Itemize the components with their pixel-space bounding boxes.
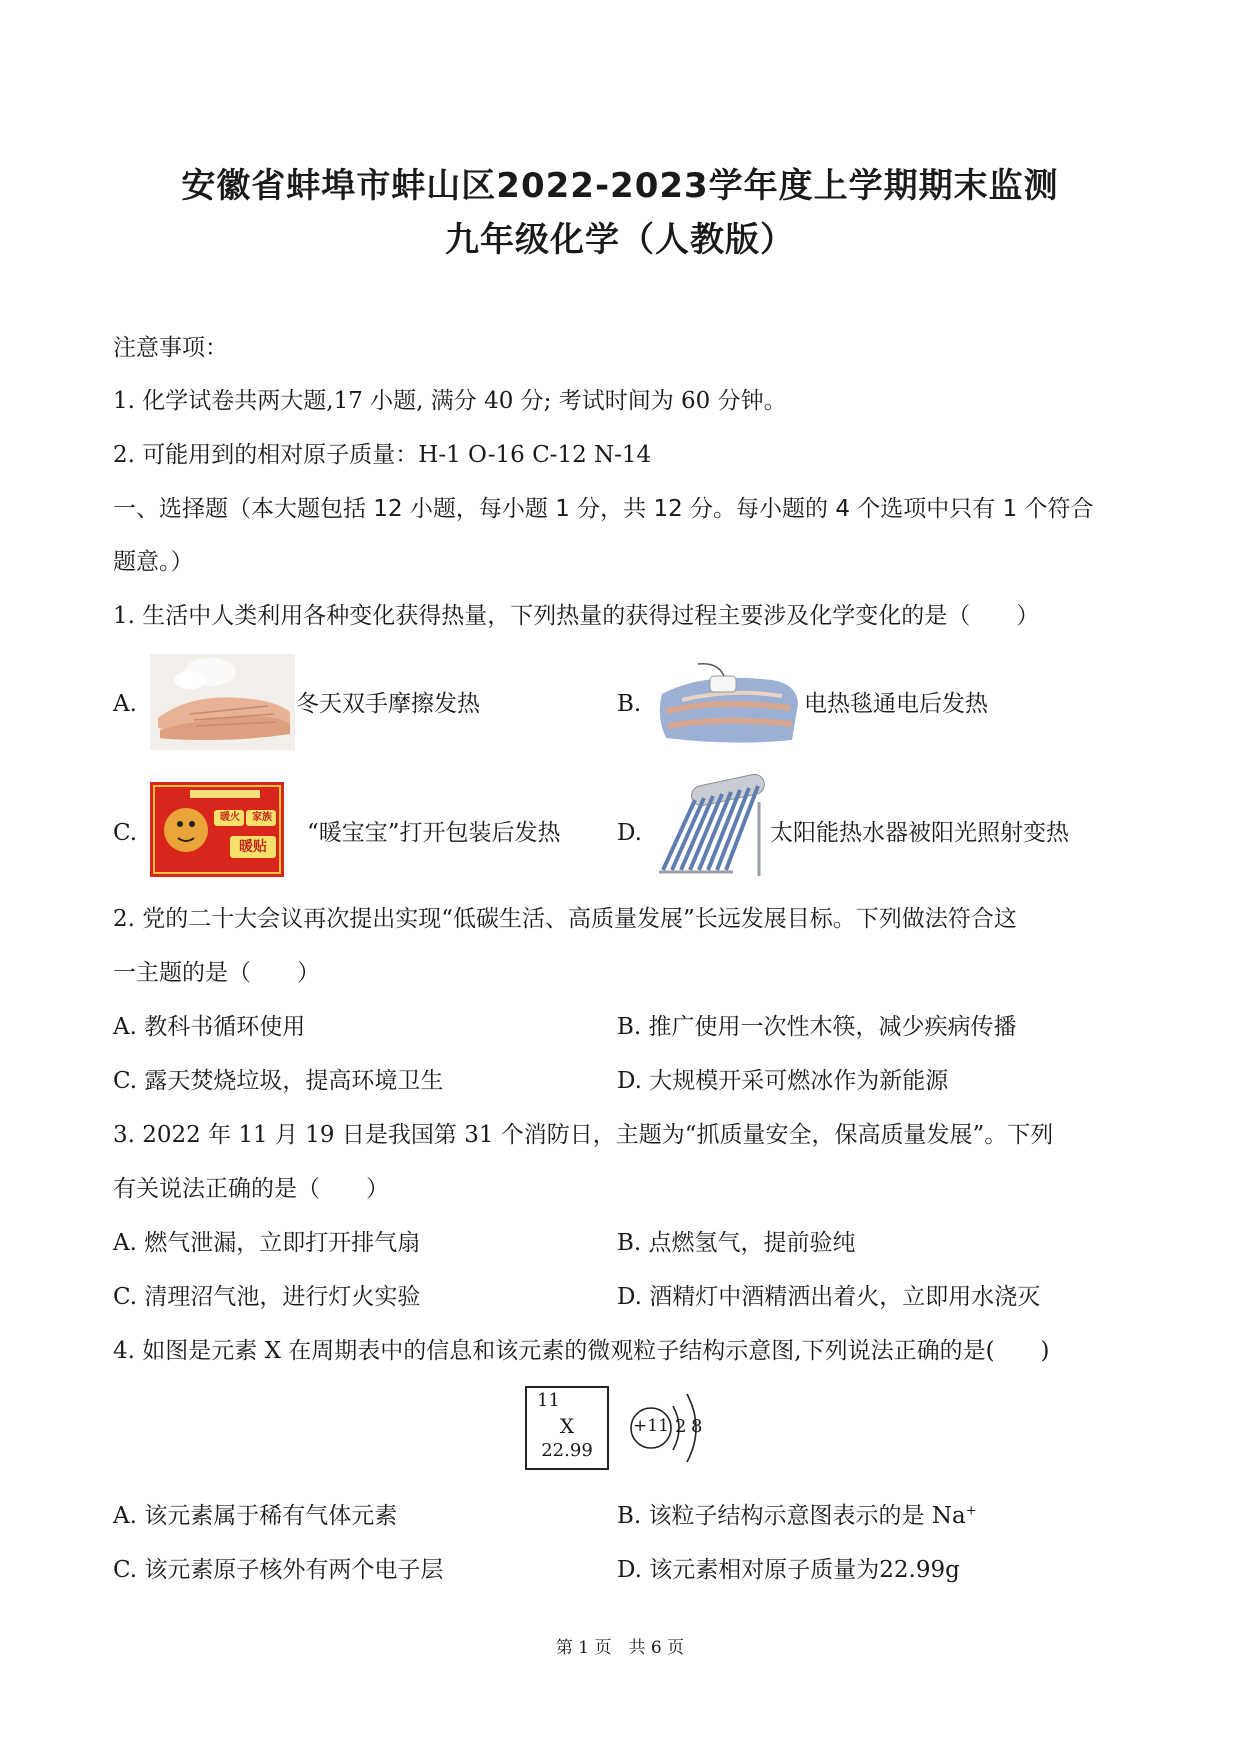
warmer-label-1: 暖火 bbox=[220, 812, 240, 823]
q4-option-b bbox=[617, 1500, 977, 1532]
exam-title-line2: 九年级化学（人教版） bbox=[445, 220, 795, 260]
q1-option-d-letter: D. bbox=[617, 820, 642, 846]
ion-charge: + bbox=[965, 1503, 977, 1519]
q1-stem: 1. 生活中人类利用各种变化获得热量，下列热量的获得过程主要涉及化学变化的是（ ） bbox=[113, 603, 1040, 629]
q1-option-d-text: 太阳能热水器被阳光照射变热 bbox=[770, 820, 1069, 846]
q3-stem-line2: 有关说法正确的是（ ） bbox=[113, 1176, 389, 1202]
solar-water-heater-image bbox=[655, 772, 769, 884]
hand-warmer-package-image bbox=[150, 782, 284, 877]
q2-option-d: D. 大规模开采可燃冰作为新能源 bbox=[617, 1068, 949, 1094]
rubbing-hands-image bbox=[150, 654, 295, 750]
q4-stem: 4. 如图是元素 X 在周期表中的信息和该元素的微观粒子结构示意图,下列说法正确的是( ) bbox=[113, 1338, 1050, 1364]
page-number-footer: 第 1 页 共 6 页 bbox=[555, 1638, 685, 1658]
q2-option-b: B. 推广使用一次性木筷，减少疾病传播 bbox=[617, 1014, 1017, 1040]
exam-title-line1: 安徽省蚌埠市蚌山区2022-2023学年度上学期期末监测 bbox=[181, 166, 1059, 206]
shell-1-electrons: 2 bbox=[675, 1416, 687, 1437]
q4-option-a: A. 该元素属于稀有气体元素 bbox=[113, 1503, 398, 1529]
q4-option-b-text: B. 该粒子结构示意图表示的是 Na bbox=[617, 1503, 966, 1529]
q3-option-b: B. 点燃氢气，提前验纯 bbox=[617, 1230, 856, 1256]
atomic-mass: 22.99 bbox=[541, 1440, 593, 1461]
atomic-number: 11 bbox=[537, 1390, 560, 1411]
warmer-label-2: 家族 bbox=[252, 812, 272, 823]
section1-heading-line1: 一、选择题（本大题包括 12 小题，每小题 1 分，共 12 分。每小题的 4 个选项中只有 1 个符合 bbox=[113, 496, 1094, 522]
q4-option-c: C. 该元素原子核外有两个电子层 bbox=[113, 1557, 444, 1583]
q2-option-a: A. 教科书循环使用 bbox=[113, 1014, 306, 1040]
q1-option-a-letter: A. bbox=[113, 691, 137, 717]
warmer-label-3: 暖贴 bbox=[239, 839, 267, 855]
periodic-table-tile bbox=[525, 1386, 609, 1470]
q1-option-b-text: 电热毯通电后发热 bbox=[804, 691, 988, 717]
q1-option-a-text: 冬天双手摩擦发热 bbox=[296, 691, 480, 717]
note-1: 1. 化学试卷共两大题,17 小题, 满分 40 分; 考试时间为 60 分钟。 bbox=[113, 388, 787, 414]
q2-stem-line2: 一主题的是（ ） bbox=[113, 960, 320, 986]
section1-heading-line2: 题意。） bbox=[113, 549, 194, 575]
q1-option-c-letter: C. bbox=[113, 820, 138, 846]
q2-option-c: C. 露天焚烧垃圾，提高环境卫生 bbox=[113, 1068, 444, 1094]
atomic-structure-diagram bbox=[625, 1380, 725, 1480]
q4-option-d: D. 该元素相对原子质量为22.99g bbox=[617, 1557, 960, 1583]
electric-blanket-image bbox=[652, 654, 802, 750]
q3-option-c: C. 清理沼气池，进行灯火实验 bbox=[113, 1284, 421, 1310]
nucleus-charge: +11 bbox=[633, 1416, 669, 1436]
note-2: 2. 可能用到的相对原子质量：H-1 O-16 C-12 N-14 bbox=[113, 442, 652, 468]
q2-stem-line1: 2. 党的二十大会议再次提出实现“低碳生活、高质量发展”长远发展目标。下列做法符合这 bbox=[113, 906, 1017, 932]
shell-2-electrons: 8 bbox=[691, 1416, 703, 1437]
q1-option-b-letter: B. bbox=[617, 691, 642, 717]
q3-stem-line1: 3. 2022 年 11 月 19 日是我国第 31 个消防日，主题为“抓质量安全，保高质量发展”。下列 bbox=[113, 1122, 1054, 1148]
notes-heading: 注意事项： bbox=[113, 335, 228, 361]
q3-option-d: D. 酒精灯中酒精洒出着火，立即用水浇灭 bbox=[617, 1284, 1041, 1310]
q3-option-a: A. 燃气泄漏，立即打开排气扇 bbox=[113, 1230, 421, 1256]
q1-option-c-text: “暖宝宝”打开包装后发热 bbox=[307, 820, 561, 846]
element-symbol: X bbox=[559, 1414, 575, 1438]
